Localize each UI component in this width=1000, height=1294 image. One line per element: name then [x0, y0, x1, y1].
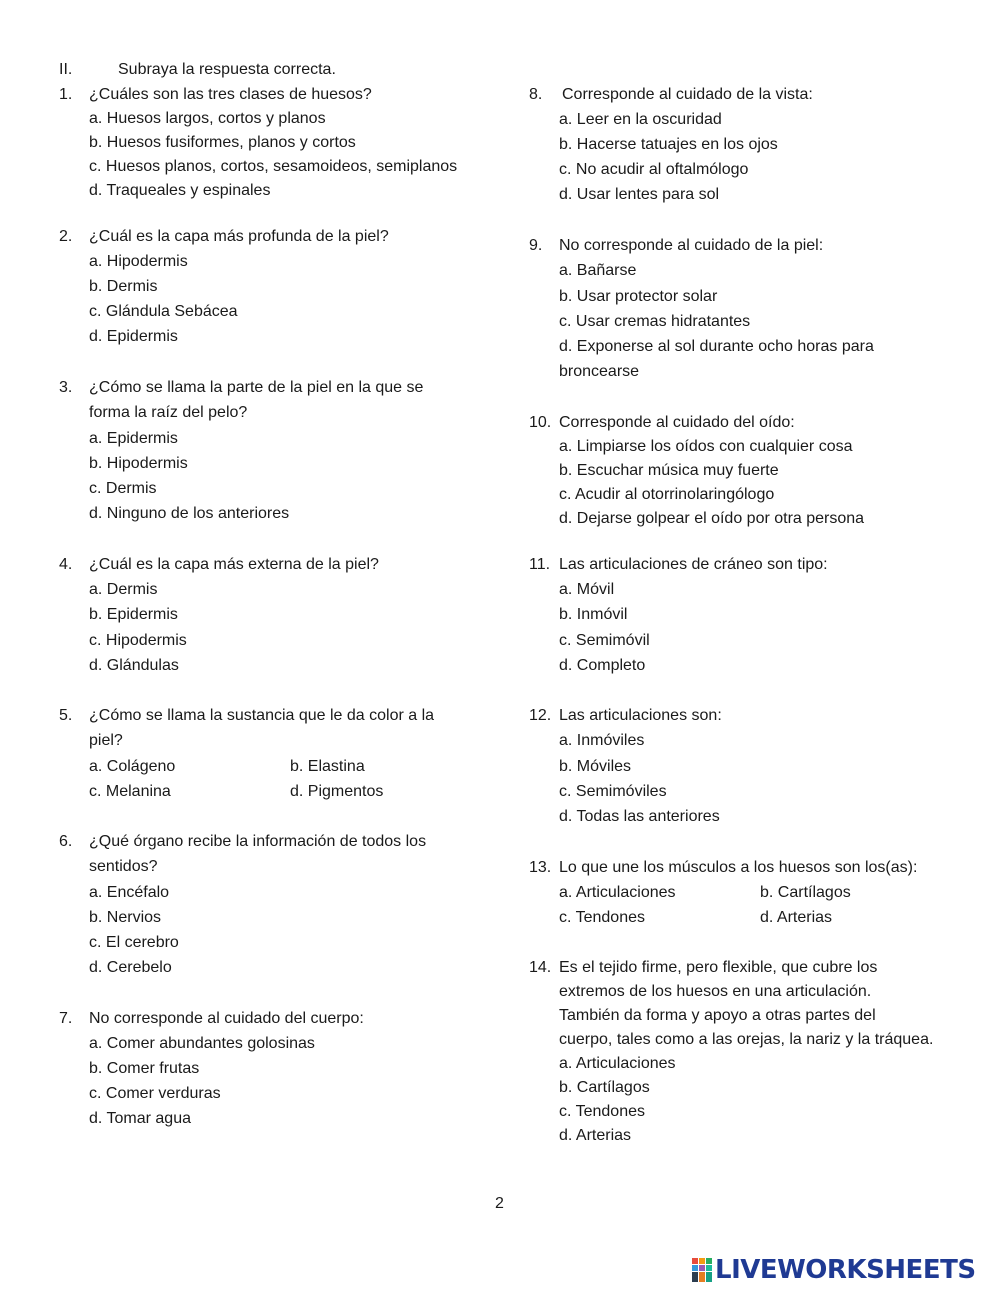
- option-c[interactable]: c. Tendones: [559, 1103, 645, 1120]
- option-b[interactable]: b. Usar protector solar: [559, 288, 718, 305]
- option-d[interactable]: d. Glándulas: [89, 657, 179, 674]
- question-number: 14.: [529, 959, 552, 976]
- option-a[interactable]: a. Epidermis: [89, 430, 178, 447]
- option-c[interactable]: c. Dermis: [89, 480, 157, 497]
- option-a[interactable]: a. Inmóviles: [559, 732, 645, 749]
- question-text: Corresponde al cuidado del oído:: [559, 414, 795, 431]
- option-d[interactable]: d. Ninguno de los anteriores: [89, 505, 290, 522]
- question-number: 12.: [529, 707, 552, 724]
- option-d-continuation[interactable]: broncearse: [559, 363, 640, 380]
- question-number: 8.: [529, 86, 543, 103]
- option-b[interactable]: b. Hacerse tatuajes en los ojos: [559, 136, 778, 153]
- question-number: 9.: [529, 237, 543, 254]
- option-a[interactable]: a. Comer abundantes golosinas: [89, 1035, 315, 1052]
- option-d[interactable]: d. Traqueales y espinales: [89, 182, 271, 199]
- option-a[interactable]: a. Limpiarse los oídos con cualquier cosa: [559, 438, 853, 455]
- option-b[interactable]: b. Nervios: [89, 909, 162, 926]
- option-b[interactable]: b. Cartílagos: [559, 1079, 650, 1096]
- option-a[interactable]: a. Dermis: [89, 581, 158, 598]
- option-b[interactable]: b. Huesos fusiformes, planos y cortos: [89, 134, 356, 151]
- question-text-line-2: extremos de los huesos en una articulación.: [559, 983, 872, 1000]
- section-number: II.: [59, 61, 73, 78]
- question-number: 10.: [529, 414, 552, 431]
- option-d[interactable]: d. Exponerse al sol durante ocho horas para: [559, 338, 874, 355]
- question-number: 11.: [529, 556, 551, 573]
- option-d[interactable]: d. Tomar agua: [89, 1110, 191, 1127]
- option-d[interactable]: d. Arterias: [559, 1127, 632, 1144]
- option-b[interactable]: b. Comer frutas: [89, 1060, 200, 1077]
- option-d[interactable]: d. Arterias: [760, 909, 833, 926]
- liveworksheets-logo[interactable]: [692, 1256, 976, 1284]
- option-b[interactable]: b. Dermis: [89, 278, 158, 295]
- option-c[interactable]: c. Huesos planos, cortos, sesamoideos, semiplanos: [89, 158, 458, 175]
- question-text-line-1: Es el tejido firme, pero flexible, que cubre los: [559, 959, 878, 976]
- option-d[interactable]: d. Dejarse golpear el oído por otra persona: [559, 510, 865, 527]
- question-text-line-4: cuerpo, tales como a las orejas, la nariz y la tráquea.: [559, 1031, 934, 1048]
- question-number: 13.: [529, 859, 552, 876]
- question-text: ¿Cuál es la capa más profunda de la piel?: [89, 228, 389, 245]
- option-c[interactable]: c. Comer verduras: [89, 1085, 221, 1102]
- question-text-line-2: forma la raíz del pelo?: [89, 404, 248, 421]
- option-a[interactable]: a. Bañarse: [559, 262, 637, 279]
- option-b[interactable]: b. Epidermis: [89, 606, 178, 623]
- option-a[interactable]: a. Colágeno: [89, 758, 176, 775]
- question-text-line-1: ¿Cómo se llama la parte de la piel en la que se: [89, 379, 424, 396]
- question-text: Las articulaciones de cráneo son tipo:: [559, 556, 828, 573]
- option-b[interactable]: b. Cartílagos: [760, 884, 851, 901]
- option-a[interactable]: a. Encéfalo: [89, 884, 170, 901]
- question-text-line-2: piel?: [89, 732, 123, 749]
- option-c[interactable]: c. Tendones: [559, 909, 645, 926]
- option-a[interactable]: a. Articulaciones: [559, 1055, 676, 1072]
- question-number: 4.: [59, 556, 73, 573]
- option-a[interactable]: a. Móvil: [559, 581, 615, 598]
- question-text: No corresponde al cuidado de la piel:: [559, 237, 824, 254]
- option-a[interactable]: a. Leer en la oscuridad: [559, 111, 722, 128]
- question-number: 2.: [59, 228, 73, 245]
- question-number: 3.: [59, 379, 73, 396]
- option-c[interactable]: c. Melanina: [89, 783, 171, 800]
- option-a[interactable]: a. Articulaciones: [559, 884, 676, 901]
- option-c[interactable]: c. Glándula Sebácea: [89, 303, 238, 320]
- option-c[interactable]: c. Acudir al otorrinolaringólogo: [559, 486, 775, 503]
- question-text: Las articulaciones son:: [559, 707, 722, 724]
- question-number: 6.: [59, 833, 73, 850]
- question-number: 7.: [59, 1010, 73, 1027]
- question-text: ¿Cuáles son las tres clases de huesos?: [89, 86, 372, 103]
- logo-text: LIVEWORKSHEETS: [715, 1255, 976, 1285]
- option-c[interactable]: c. El cerebro: [89, 934, 179, 951]
- option-d[interactable]: d. Todas las anteriores: [559, 808, 720, 825]
- option-c[interactable]: c. No acudir al oftalmólogo: [559, 161, 749, 178]
- question-text: Lo que une los músculos a los huesos son los(as):: [559, 859, 918, 876]
- page-number: 2: [495, 1195, 504, 1212]
- question-number: 1.: [59, 86, 73, 103]
- option-c[interactable]: c. Semimóvil: [559, 632, 650, 649]
- option-a[interactable]: a. Hipodermis: [89, 253, 188, 270]
- option-b[interactable]: b. Hipodermis: [89, 455, 188, 472]
- option-b[interactable]: b. Escuchar música muy fuerte: [559, 462, 779, 479]
- question-text-line-1: ¿Cómo se llama la sustancia que le da color a la: [89, 707, 435, 724]
- option-a[interactable]: a. Huesos largos, cortos y planos: [89, 110, 326, 127]
- section-title: Subraya la respuesta correcta.: [118, 61, 336, 78]
- question-text-line-2: sentidos?: [89, 858, 158, 875]
- option-c[interactable]: c. Usar cremas hidratantes: [559, 313, 751, 330]
- option-d[interactable]: d. Completo: [559, 657, 646, 674]
- option-d[interactable]: d. Pigmentos: [290, 783, 384, 800]
- question-text: Corresponde al cuidado de la vista:: [562, 86, 813, 103]
- question-text: No corresponde al cuidado del cuerpo:: [89, 1010, 364, 1027]
- question-text-line-3: También da forma y apoyo a otras partes del: [559, 1007, 876, 1024]
- option-b[interactable]: b. Elastina: [290, 758, 365, 775]
- question-number: 5.: [59, 707, 73, 724]
- option-c[interactable]: c. Hipodermis: [89, 632, 187, 649]
- option-b[interactable]: b. Móviles: [559, 758, 632, 775]
- option-d[interactable]: d. Usar lentes para sol: [559, 186, 720, 203]
- option-b[interactable]: b. Inmóvil: [559, 606, 628, 623]
- question-text-line-1: ¿Qué órgano recibe la información de todos los: [89, 833, 427, 850]
- option-d[interactable]: d. Cerebelo: [89, 959, 172, 976]
- option-c[interactable]: c. Semimóviles: [559, 783, 667, 800]
- question-text: ¿Cuál es la capa más externa de la piel?: [89, 556, 379, 573]
- liveworksheets-logo-icon: [692, 1258, 712, 1282]
- option-d[interactable]: d. Epidermis: [89, 328, 178, 345]
